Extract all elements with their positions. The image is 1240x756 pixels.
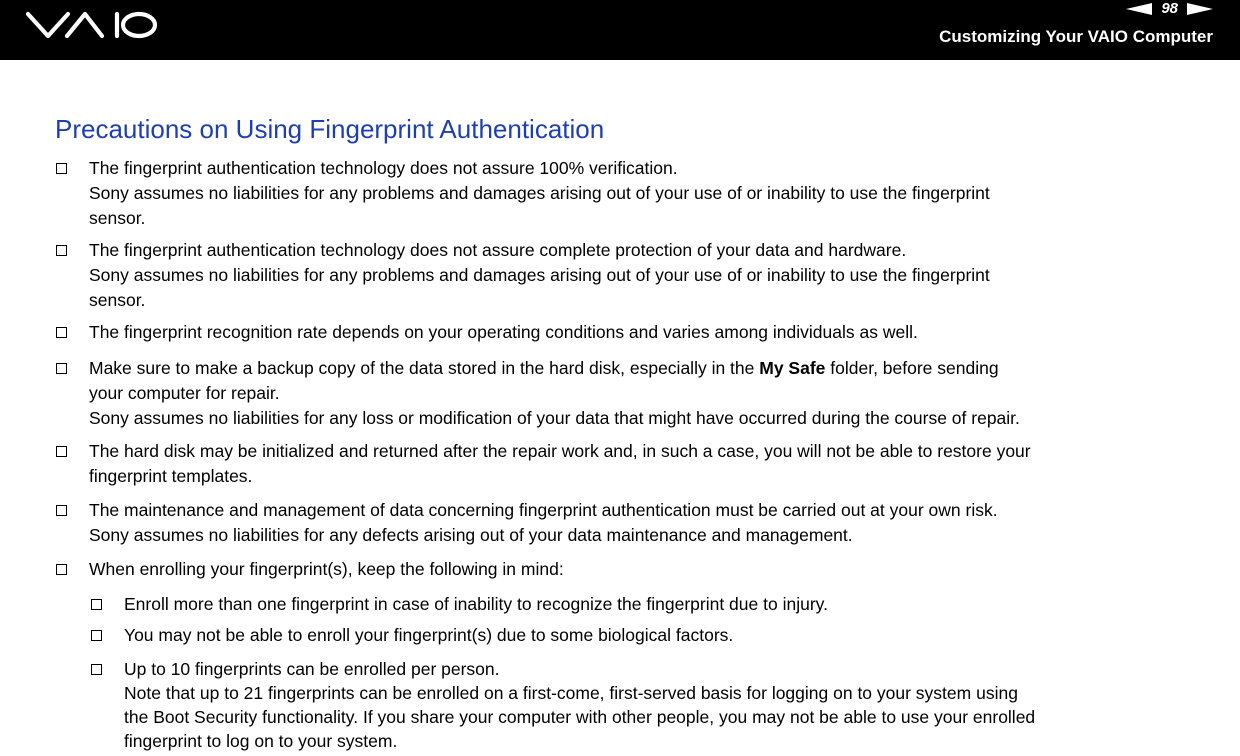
checkbox-bullet-icon [91,599,102,610]
checkbox-bullet-icon [56,363,67,374]
list-item-text [89,320,918,345]
list-item-text [124,657,1035,753]
text-line: Sony assumes no liabilities for any problems and damages arising out of your use of or inability to use the fingerprint [89,183,990,203]
list-item-text [89,356,1020,431]
text-line: The hard disk may be initialized and returned after the repair work and, in such a case, you will not be able to restore your [89,441,1031,461]
text-line: You may not be able to enroll your fingerprint(s) due to some biological factors. [124,625,734,645]
checkbox-bullet-icon [91,664,102,675]
text-line: sensor. [89,290,146,310]
my-safe-folder-name: My Safe [759,358,826,378]
vaio-logo-icon [26,7,158,43]
checkbox-bullet-icon [56,564,67,575]
section-title[interactable]: Customizing Your VAIO Computer [939,27,1213,46]
checkbox-bullet-icon [56,245,67,256]
checkbox-bullet-icon [56,163,67,174]
list-item-text [89,156,990,231]
text-line: The fingerprint authentication technology does not assure 100% verification. [89,158,678,178]
text-line: Sony assumes no liabilities for any defects arising out of your data maintenance and management. [89,525,853,545]
text-line: fingerprint to log on to your system. [124,731,398,751]
text-line: When enrolling your fingerprint(s), keep the following in mind: [89,559,564,579]
checkbox-bullet-icon [56,505,67,516]
checkbox-bullet-icon [56,327,67,338]
list-item-text [89,439,1031,489]
text-line: The fingerprint authentication technology does not assure complete protection of your data and hardware. [89,240,907,260]
text-line: Sony assumes no liabilities for any problems and damages arising out of your use of or inability to use the fingerprint [89,265,990,285]
text-line: Note that up to 21 fingerprints can be enrolled on a first-come, first-served basis for logging on to your system using [124,683,1018,703]
text-line [89,356,1020,381]
list-item-text [89,238,990,313]
page-heading: Precautions on Using Fingerprint Authentication [55,114,605,144]
list-item-text [89,557,564,582]
text-line: Enroll more than one fingerprint in case of inability to recognize the fingerprint due to injury. [124,594,828,614]
page-navigation [1126,0,1213,18]
vaio-logo [26,7,158,48]
list-item-text [89,498,998,548]
text-line: The maintenance and management of data concerning fingerprint authentication must be carried out at your own risk. [89,500,998,520]
text-line: The fingerprint recognition rate depends on your operating conditions and varies among individuals as well. [89,322,918,342]
text-line: your computer for repair. [89,383,280,403]
text-run: Make sure to make a backup copy of the data stored in the hard disk, especially in the [89,358,760,378]
next-page-icon[interactable] [1187,3,1213,15]
list-item-text [124,623,733,648]
text-line: Sony assumes no liabilities for any loss or modification of your data that might have occurred during the course of repair. [89,408,1020,428]
text-line: sensor. [89,208,146,228]
checkbox-bullet-icon [91,630,102,641]
list-item-text [124,592,828,617]
page-header [0,0,1240,60]
text-line: fingerprint templates. [89,466,253,486]
checkbox-bullet-icon [56,446,67,457]
page-number: 98 [1161,0,1178,17]
previous-page-icon[interactable] [1126,3,1152,15]
text-line: the Boot Security functionality. If you share your computer with other people, you may not be able to use your enrolled [124,707,1036,727]
text-line: Up to 10 fingerprints can be enrolled per person. [124,659,500,679]
text-run: folder, before sending [825,358,999,378]
